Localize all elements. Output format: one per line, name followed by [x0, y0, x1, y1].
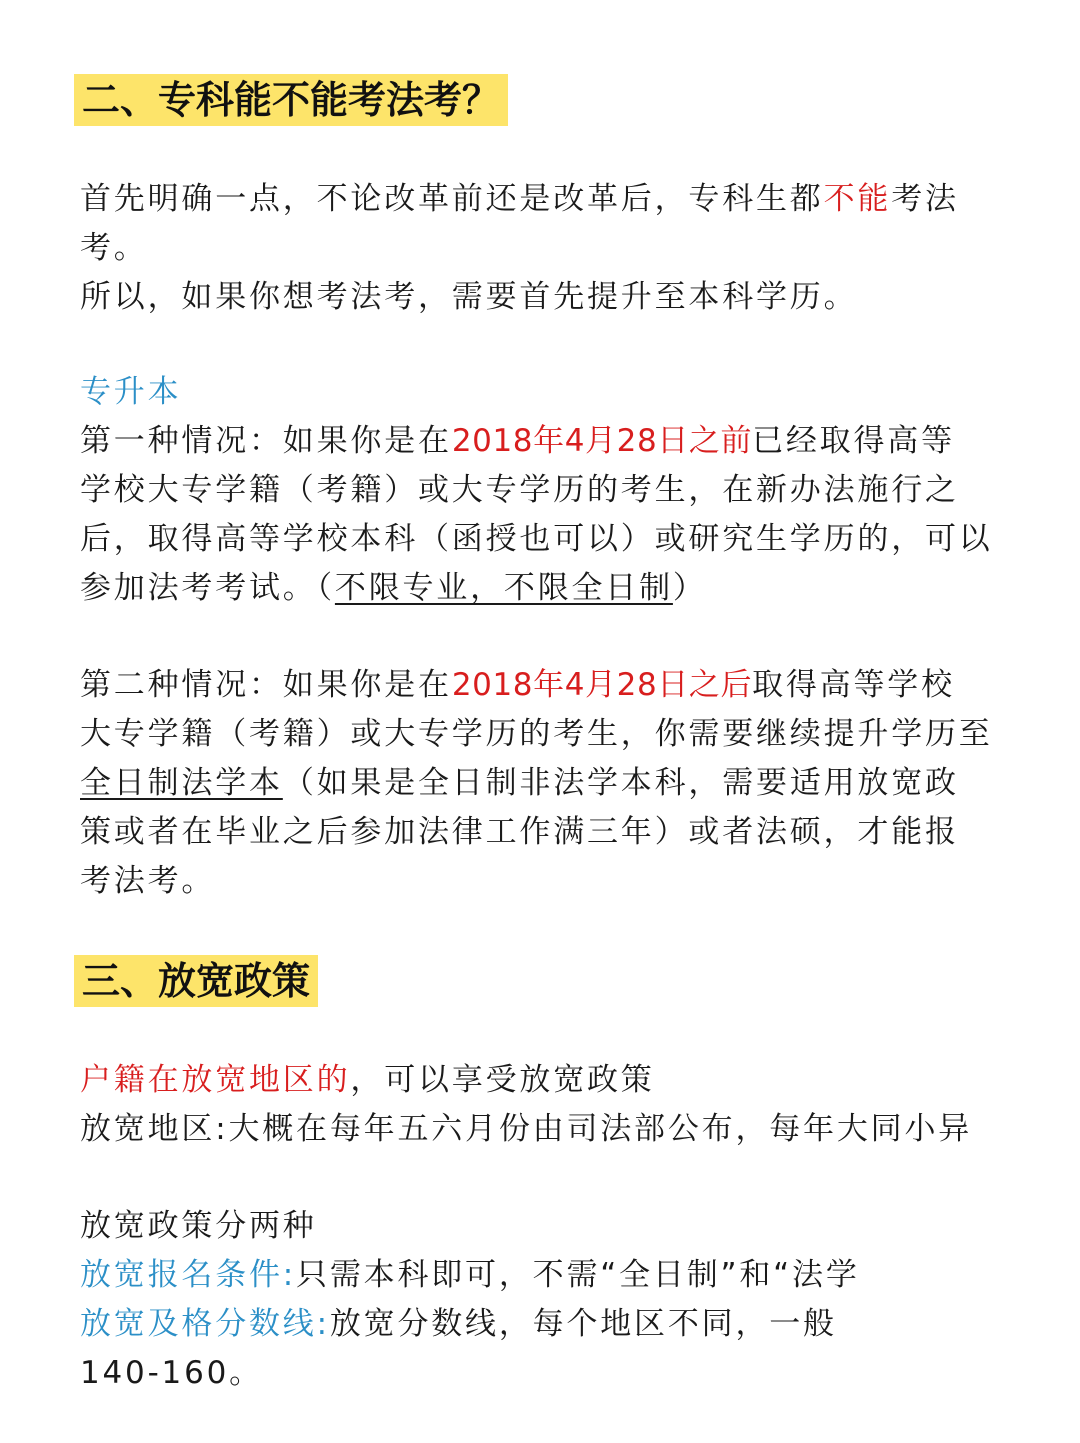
case2-text-tail: （如果是全日制非法学本科，需要适用放宽政 — [282, 765, 959, 801]
intro-text-tail: 考法 — [891, 181, 959, 217]
case2-line-4: 策或者在毕业之后参加法律工作满三年）或者法硕，才能报 — [80, 814, 959, 850]
case1-line-4 — [80, 564, 1005, 613]
policy-line-2: 放宽地区:大概在每年五六月份由司法部公布，每年大同小异 — [80, 1111, 973, 1147]
intro-text: 首先明确一点，不论改革前还是改革后，专科生都 — [80, 181, 824, 217]
case1-text: 参加法考考试。（ — [80, 570, 335, 606]
policy-line-4 — [80, 1251, 1005, 1300]
emphasis-red: 不能 — [823, 181, 892, 217]
date-before-red: 2018年4月28日之前 — [451, 423, 753, 459]
section-heading-2: 二、专科能不能考法考？ — [74, 74, 508, 126]
case2-line-1 — [80, 661, 1005, 710]
policy-line-6: 140-160。 — [80, 1355, 263, 1391]
case1-line-2: 学校大专学籍（考籍）或大专学历的考生，在新办法施行之 — [80, 472, 959, 508]
case2-line-2: 大专学籍（考籍）或大专学历的考生，你需要继续提升学历至 — [80, 716, 993, 752]
case1-text: 第一种情况：如果你是在 — [80, 423, 452, 459]
case2-text-tail: 取得高等学校 — [752, 667, 955, 703]
subheading-zhuanshengben: 专升本 — [80, 374, 182, 410]
case1-line-3: 后，取得高等学校本科（函授也可以）或研究生学历的，可以 — [80, 521, 993, 557]
policy-text: ，可以享受放宽政策 — [350, 1062, 655, 1098]
case2-line-5: 考法考。 — [80, 863, 216, 899]
underlined-note: 不限专业，不限全日制 — [334, 570, 673, 606]
date-after-red: 2018年4月28日之后 — [451, 667, 753, 703]
emphasis-red: 户籍在放宽地区的 — [80, 1062, 351, 1098]
case1-line-1 — [80, 417, 1005, 466]
policy-text: 只需本科即可，不需“全日制”和“法学 — [296, 1257, 860, 1293]
case1-text-tail: ） — [672, 570, 707, 606]
intro-line-3: 所以，如果你想考法考，需要首先提升至本科学历。 — [80, 279, 858, 315]
policy-text: 放宽分数线，每个地区不同，一般 — [329, 1306, 837, 1342]
policy-line-3: 放宽政策分两种 — [80, 1208, 317, 1244]
case1-text-tail: 已经取得高等 — [752, 423, 955, 459]
case2-text: 第二种情况：如果你是在 — [80, 667, 452, 703]
case2-line-3 — [80, 759, 1005, 808]
label-blue: 放宽及格分数线: — [80, 1306, 330, 1342]
section-heading-3: 三、放宽政策 — [74, 955, 318, 1007]
intro-line-2: 考。 — [80, 230, 148, 266]
policy-line-5 — [80, 1300, 1005, 1349]
label-blue: 放宽报名条件: — [80, 1257, 297, 1293]
intro-line-1 — [80, 175, 1005, 224]
underlined-note: 全日制法学本 — [80, 765, 283, 801]
policy-line-1 — [80, 1056, 1005, 1105]
